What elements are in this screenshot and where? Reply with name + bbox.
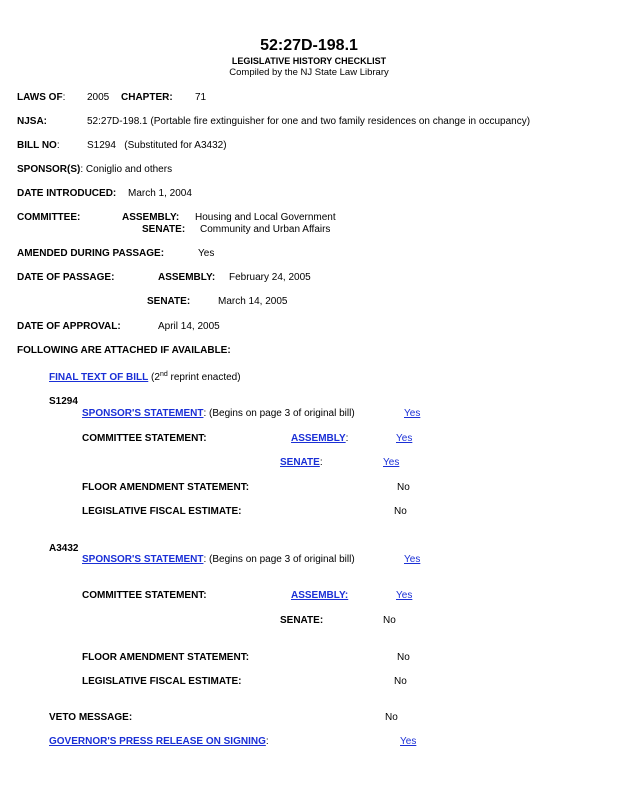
a3432-fiscal-label: LEGISLATIVE FISCAL ESTIMATE: <box>82 676 242 687</box>
amended-label: AMENDED DURING PASSAGE: <box>17 248 165 259</box>
sponsors-value: Coniglio and others <box>85 164 173 175</box>
s1294-senate-colon: : <box>319 457 323 468</box>
laws-of-row <box>17 92 65 104</box>
chapter-value: 71 <box>195 92 207 103</box>
sponsors-label: SPONSOR(S) <box>17 164 81 175</box>
bill-no-value: S1294 (Substituted for A3432) <box>87 140 227 151</box>
chapter-label: CHAPTER: <box>121 92 173 103</box>
sponsors-row <box>17 164 172 176</box>
final-text-link[interactable]: FINAL TEXT OF BILL <box>49 372 149 383</box>
press-release-row <box>49 736 269 748</box>
committee-assembly-label: ASSEMBLY: <box>122 212 180 223</box>
committee-senate-label: SENATE: <box>142 224 186 235</box>
a3432-senate-label: SENATE: <box>280 615 324 626</box>
s1294-senate-row <box>280 457 323 469</box>
amended-value: Yes <box>198 248 215 259</box>
s1294-floor-label: FLOOR AMENDMENT STATEMENT: <box>82 482 250 493</box>
committee-senate-value: Community and Urban Affairs <box>200 224 331 235</box>
page-subtitle: LEGISLATIVE HISTORY CHECKLIST <box>231 56 387 66</box>
s1294-sponsor-statement-row <box>82 408 355 420</box>
s1294-committee-statement-label: COMMITTEE STATEMENT: <box>82 433 207 444</box>
s1294-assembly-colon: : <box>345 433 349 444</box>
press-release-colon: : <box>265 736 269 747</box>
s1294-floor-value: No <box>397 482 410 493</box>
a3432-senate-value: No <box>383 615 396 626</box>
s1294-senate-link[interactable]: SENATE <box>280 457 320 468</box>
committee-assembly-value: Housing and Local Government <box>195 212 336 223</box>
s1294-heading: S1294 <box>49 396 78 407</box>
laws-of-label: LAWS OF <box>17 92 63 103</box>
s1294-senate-yes[interactable]: Yes <box>383 457 400 468</box>
final-text-sup: nd <box>159 371 168 378</box>
s1294-assembly-link[interactable]: ASSEMBLY <box>291 433 346 444</box>
final-text-pre: (2 <box>148 372 160 383</box>
s1294-sponsor-statement-note: : (Begins on page 3 of original bill) <box>203 408 355 419</box>
njsa-value: 52:27D-198.1 (Portable fire extinguisher for one and two family residences on change in occupancy) <box>87 116 531 127</box>
sponsors-colon: : <box>80 164 84 175</box>
s1294-fiscal-value: No <box>394 506 407 517</box>
a3432-sponsor-statement-link[interactable]: SPONSOR'S STATEMENT <box>82 554 204 565</box>
a3432-sponsor-statement-note: : (Begins on page 3 of original bill) <box>203 554 355 565</box>
bill-no-row <box>17 140 60 152</box>
a3432-fiscal-value: No <box>394 676 407 687</box>
a3432-assembly-link[interactable]: ASSEMBLY: <box>291 590 349 601</box>
s1294-assembly-row <box>291 433 348 445</box>
statute-title: 52:27D-198.1 <box>260 37 358 54</box>
final-text-row <box>49 372 241 384</box>
approval-value: April 14, 2005 <box>158 321 220 332</box>
a3432-floor-value: No <box>397 652 410 663</box>
s1294-fiscal-label: LEGISLATIVE FISCAL ESTIMATE: <box>82 506 242 517</box>
passage-senate-value: March 14, 2005 <box>218 296 288 307</box>
date-introduced-label: DATE INTRODUCED: <box>17 188 117 199</box>
passage-assembly-value: February 24, 2005 <box>229 272 311 283</box>
bill-no-colon: : <box>56 140 60 151</box>
passage-label: DATE OF PASSAGE: <box>17 272 115 283</box>
s1294-assembly-yes[interactable]: Yes <box>396 433 413 444</box>
bill-no-label: BILL NO <box>17 140 57 151</box>
laws-of-value: 2005 <box>87 92 110 103</box>
a3432-assembly-yes[interactable]: Yes <box>396 590 413 601</box>
attached-heading: FOLLOWING ARE ATTACHED IF AVAILABLE: <box>17 345 231 356</box>
a3432-floor-label: FLOOR AMENDMENT STATEMENT: <box>82 652 250 663</box>
final-text-post: reprint enacted) <box>167 372 241 383</box>
press-release-yes[interactable]: Yes <box>400 736 417 747</box>
laws-of-colon: : <box>62 92 66 103</box>
committee-label: COMMITTEE: <box>17 212 81 223</box>
press-release-link[interactable]: GOVERNOR'S PRESS RELEASE ON SIGNING <box>49 736 266 747</box>
compiled-by: Compiled by the NJ State Law Library <box>229 67 389 78</box>
veto-label: VETO MESSAGE: <box>49 712 133 723</box>
passage-assembly-label: ASSEMBLY: <box>158 272 216 283</box>
a3432-heading: A3432 <box>49 543 79 554</box>
approval-label: DATE OF APPROVAL: <box>17 321 121 332</box>
date-introduced-value: March 1, 2004 <box>128 188 192 199</box>
a3432-sponsor-statement-yes[interactable]: Yes <box>404 554 421 565</box>
passage-senate-label: SENATE: <box>147 296 191 307</box>
s1294-sponsor-statement-yes[interactable]: Yes <box>404 408 421 419</box>
a3432-sponsor-statement-row <box>82 554 355 566</box>
veto-value: No <box>385 712 398 723</box>
njsa-label: NJSA: <box>17 116 48 127</box>
s1294-sponsor-statement-link[interactable]: SPONSOR'S STATEMENT <box>82 408 204 419</box>
a3432-committee-statement-label: COMMITTEE STATEMENT: <box>82 590 207 601</box>
